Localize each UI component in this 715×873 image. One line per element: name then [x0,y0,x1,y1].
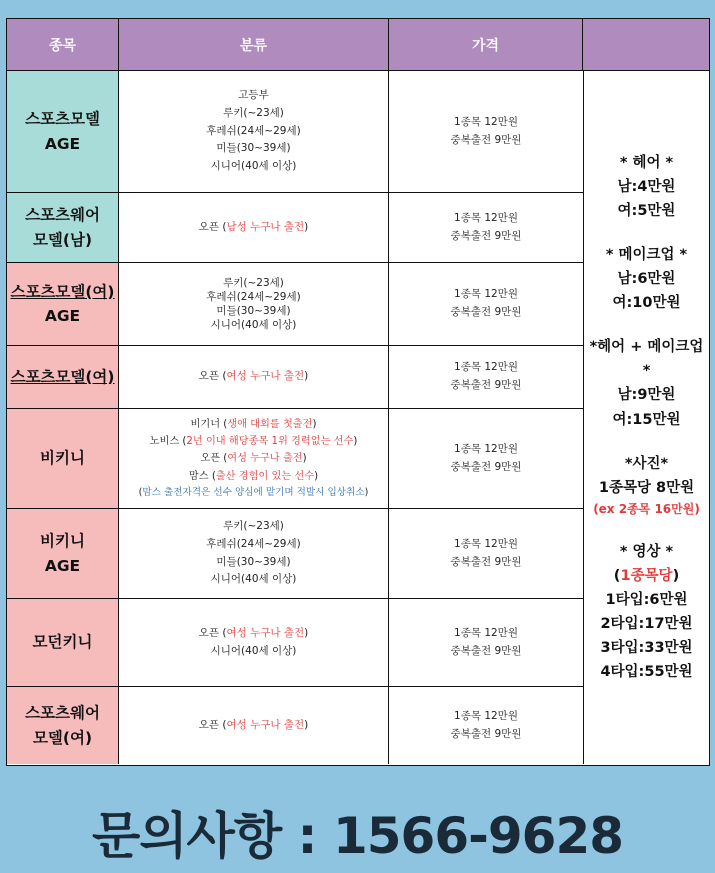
event-name: 비키니 AGE [7,509,119,598]
service-price-list [583,71,709,764]
combo-title-star: * [642,363,651,380]
header-price: 가격 [389,19,583,71]
video-type-4: 4타입:55만원 [600,663,693,680]
makeup-female: 여:10만원 [612,295,681,312]
video-type-1: 1타입:6만원 [605,591,688,608]
header-category: 분류 [119,19,389,71]
category-cell: 오픈 (남성 누구나 출전) [119,193,389,262]
category-cell: 고등부 루키(~23세) 후레쉬(24세~29세) 미들(30~39세) 시니어(40세 이상) [119,71,389,192]
category-cell: 루키(~23세) 후레쉬(24세~29세) 미들(30~39세) 시니어(40세 이상) [119,509,389,598]
table-row [7,599,583,687]
table-row [7,193,583,263]
video-note: (1종목당) [613,567,680,584]
combo-male: 남:9만원 [617,387,676,404]
price-cell: 1종목 12만원 중복출전 9만원 [450,288,522,318]
price-cell: 1종목 12만원 중복출전 9만원 [450,442,522,473]
photo-example: (ex 2종목 16만원) [593,501,700,516]
category-cell: 루키(~23세) 후레쉬(24세~29세) 미들(30~39세) 시니어(40세 이상) [119,263,389,345]
table-row [7,263,583,346]
table-row [7,687,583,764]
event-name: 모던키니 [7,599,119,686]
event-name: 비키니 [7,409,119,508]
combo-title: *헤어 + 메이크업 [589,339,704,356]
price-cell: 1종목 12만원 중복출전 9만원 [450,626,522,657]
event-name: 스포츠웨어 모델(남) [7,193,119,262]
contact-footer: 문의사항 : 1566-9628 [91,807,624,865]
table-row [7,509,583,599]
hair-title: * 헤어 * [619,154,674,171]
price-cell: 1종목 12만원 중복출전 9만원 [450,211,522,242]
price-cell: 1종목 12만원 중복출전 9만원 [450,709,522,740]
table-row [7,71,583,193]
video-title: * 영상 * [619,543,674,560]
makeup-male: 남:6만원 [617,271,676,288]
category-cell: 오픈 (여성 누구나 출전) 시니어(40세 이상) [119,599,389,686]
photo-title: *사진* [624,455,669,472]
hair-female: 여:5만원 [617,203,676,220]
hair-male: 남:4만원 [617,179,676,196]
video-type-3: 3타입:33만원 [600,639,693,656]
event-name: 스포츠모델(여) [7,346,119,408]
makeup-title: * 메이크업 * [605,247,688,264]
price-table [6,18,710,766]
event-name: 스포츠모델(여) AGE [7,263,119,345]
category-cell: 오픈 (여성 누구나 출전) [119,687,389,764]
table-row [7,346,583,409]
header-event: 종목 [7,19,119,71]
category-cell: 오픈 (여성 누구나 출전) [119,346,389,408]
price-cell: 1종목 12만원 중복출전 9만원 [450,361,522,391]
video-type-2: 2타입:17만원 [600,615,693,632]
photo-price: 1종목당 8만원 [598,479,695,496]
header-extra [583,19,709,71]
event-name: 스포츠모델 AGE [7,71,119,192]
combo-female: 여:15만원 [612,411,681,428]
price-cell: 1종목 12만원 중복출전 9만원 [450,115,522,146]
category-cell: 비기너 (생애 대회를 첫출전) 노비스 (2년 이내 해당종목 1위 경력없는 선수) 오픈 (여성 누구나 출전) 맘스 (출산 경험이 있는 선수) (맘스 출전자격은 선수 양심에 맡기며 적발시 입상취소) [119,409,389,508]
event-name: 스포츠웨어 모델(여) [7,687,119,764]
price-cell: 1종목 12만원 중복출전 9만원 [450,537,522,568]
table-row [7,409,583,509]
